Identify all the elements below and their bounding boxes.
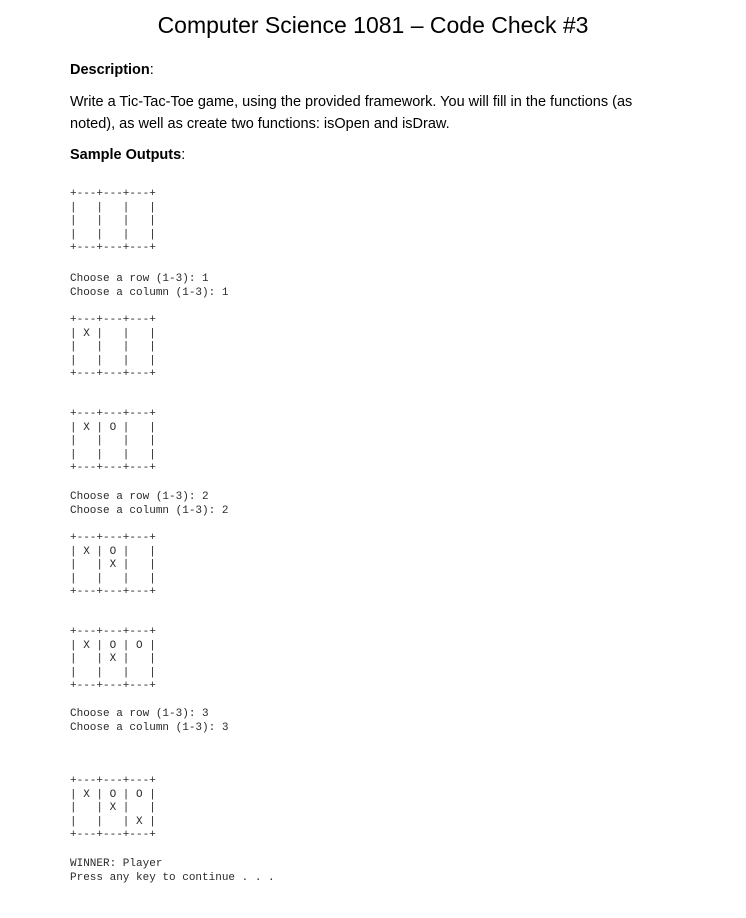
- board-after-move-4: +---+---+---+ | X | O | O | | | X | | | | | | +---+---+---+: [70, 626, 156, 693]
- prompt-row-col-1: Choose a row (1-3): 1 Choose a column (1-3): 1: [70, 273, 229, 299]
- prompt-row-col-2: Choose a row (1-3): 2 Choose a column (1-3): 2: [70, 491, 229, 517]
- document-title: Computer Science 1081 – Code Check #3: [157, 12, 589, 38]
- game-result: WINNER: Player Press any key to continue . . .: [70, 858, 275, 884]
- sample-outputs-heading-text: Sample Outputs: [70, 147, 182, 163]
- sample-outputs-heading: [70, 147, 185, 163]
- description-heading-text: Description: [70, 62, 150, 78]
- prompt-row-col-3: Choose a row (1-3): 3 Choose a column (1-3): 3: [70, 708, 229, 734]
- board-after-move-2: +---+---+---+ | X | O | | | | | | | | | | +---+---+---+: [70, 408, 156, 475]
- description-paragraph: [70, 91, 670, 135]
- description-heading-colon: :: [149, 62, 154, 78]
- sample-outputs-heading-colon: :: [181, 147, 186, 163]
- description-line-2: noted), as well as create two functions: isOpen and isDraw.: [70, 116, 450, 132]
- board-empty: +---+---+---+ | | | | | | | | | | | | +---+---+---+: [70, 188, 156, 255]
- description-heading: [70, 62, 154, 78]
- description-line-1: Write a Tic-Tac-Toe game, using the provided framework. You will fill in the functions (as: [70, 94, 633, 110]
- board-final: +---+---+---+ | X | O | O | | | X | | | | | X | +---+---+---+: [70, 775, 156, 842]
- board-after-move-3: +---+---+---+ | X | O | | | | X | | | | | | +---+---+---+: [70, 532, 156, 599]
- board-after-move-1: +---+---+---+ | X | | | | | | | | | | | +---+---+---+: [70, 314, 156, 381]
